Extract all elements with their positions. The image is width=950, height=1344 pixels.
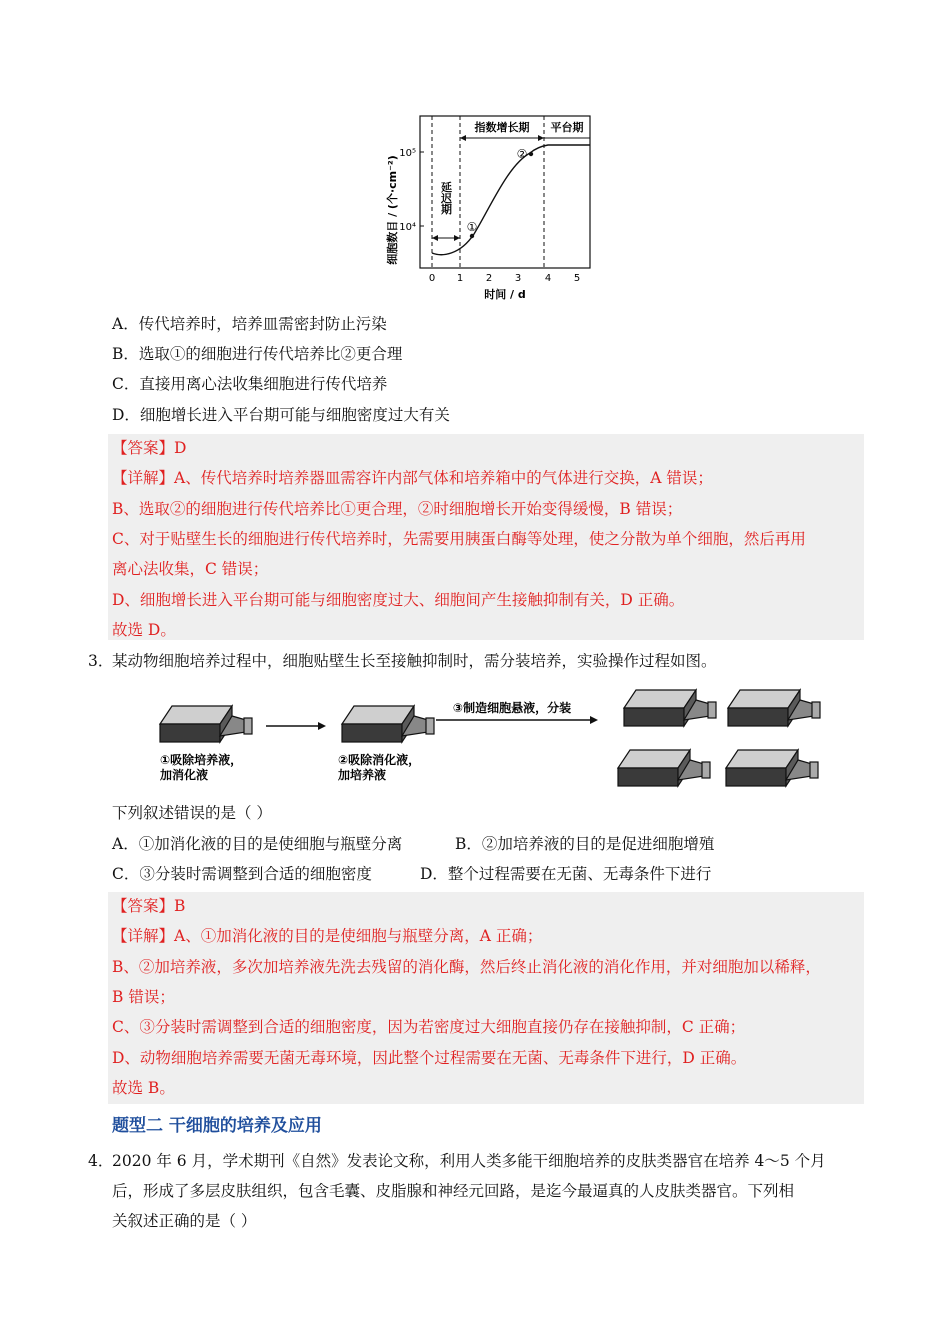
flask-result-2 [728, 690, 820, 726]
q4-number: 4． [88, 1152, 114, 1170]
q2-explain-line: C、对于贴壁生长的细胞进行传代培养时，先需要用胰蛋白酶等处理，使之分散为单个细胞，然后再用 [112, 530, 806, 548]
marker-2: ② [516, 147, 528, 161]
q3-option-b: B．②加培养液的目的是促进细胞增殖 [455, 835, 715, 853]
x-tick-4: 4 [544, 273, 552, 284]
q2-explain-line: B、选取②的细胞进行传代培养比①更合理，②时细胞增长开始变得缓慢，B 错误； [112, 500, 683, 518]
phase-plateau-label: 平台期 [550, 121, 584, 134]
fig-label2a: ②吸除消化液， [338, 753, 421, 767]
q4-line: 2020 年 6 月，学术期刊《自然》发表论文称，利用人类多能干细胞培养的皮肤类器官在培养 4～5 个月 [112, 1152, 826, 1170]
q4-line: 关叙述正确的是（ ） [112, 1212, 257, 1230]
q3-explain-line: B 错误； [112, 988, 175, 1006]
flask-result-3 [618, 750, 710, 786]
q3-option-a: A．①加消化液的目的是使细胞与瓶壁分离 [112, 835, 403, 853]
q3-explain-line: 故选 B。 [112, 1079, 175, 1097]
q3-answer-box [108, 892, 864, 1104]
q2-option-a: A．传代培养时，培养皿需密封防止污染 [112, 315, 387, 333]
flask-result-1 [624, 690, 716, 726]
point-1 [470, 234, 474, 238]
q2-explain-line: 故选 D。 [112, 621, 176, 639]
cell-growth-chart [378, 110, 598, 310]
y-tick-1e5: 10⁵ [399, 148, 416, 159]
q3-explain-line: 【详解】A、①加消化液的目的是使细胞与瓶壁分离，A 正确； [112, 927, 543, 945]
q2-option-c: C．直接用离心法收集细胞进行传代培养 [112, 375, 388, 393]
flask-step2 [342, 706, 434, 742]
arrow-2-head [590, 716, 598, 724]
q4-line: 后，形成了多层皮肤组织，包含毛囊、皮脂腺和神经元回路，是迄今最逼真的人皮肤类器官。下列相 [112, 1182, 795, 1200]
log-arrow-left [460, 135, 466, 141]
q2-explain-line: D、细胞增长进入平台期可能与细胞密度过大、细胞间产生接触抑制有关，D 正确。 [112, 591, 685, 609]
fig-arrow3-label: ③制造细胞悬液，分装 [452, 701, 572, 715]
log-arrow-right [538, 135, 544, 141]
flask-procedure-figure [150, 678, 840, 790]
lag-arrow-left [432, 235, 438, 241]
point-2 [529, 152, 533, 156]
chart-ylabel: 细胞数目 / (个·cm⁻²) [386, 155, 399, 265]
q3-explain-line: C、③分装时需调整到合适的细胞密度，因为若密度过大细胞直接仍存在接触抑制，C 正确； [112, 1018, 746, 1036]
x-tick-3: 3 [514, 273, 522, 284]
flask-result-4 [726, 750, 818, 786]
fig-label1a: ①吸除培养液， [160, 753, 243, 767]
y-tick-1e4: 10⁴ [399, 222, 416, 233]
phase-log-label: 指数增长期 [474, 121, 530, 134]
section-title: 题型二 干细胞的培养及应用 [112, 1116, 322, 1136]
q2-explain-line: 【详解】A、传代培养时培养器皿需容许内部气体和培养箱中的气体进行交换，A 错误； [112, 469, 713, 487]
q2-answer: 【答案】D [112, 439, 187, 457]
chart-xlabel: 时间 / d [484, 288, 526, 301]
q3-explain-line: D、动物细胞培养需要无菌无毒环境，因此整个过程需要在无菌、无毒条件下进行，D 正确。 [112, 1049, 747, 1067]
phase-lag-label: 延迟期 [439, 181, 453, 215]
flask-step1 [160, 706, 252, 742]
x-tick-2: 2 [485, 273, 493, 284]
marker-1: ① [466, 220, 478, 234]
q3-option-d: D．整个过程需要在无菌、无毒条件下进行 [420, 865, 712, 883]
q3-answer: 【答案】B [112, 897, 186, 915]
x-tick-1: 1 [456, 273, 464, 284]
q3-explain-line: B、②加培养液，多次加培养液先洗去残留的消化酶，然后终止消化液的消化作用，并对细胞加以稀释， [112, 958, 821, 976]
fig-label1b: 加消化液 [160, 768, 209, 782]
q3-number: 3． [88, 652, 114, 670]
arrow-1-head [318, 722, 326, 730]
lag-arrow-right [454, 235, 460, 241]
q2-explain-line: 离心法收集，C 错误； [112, 560, 269, 578]
q3-stem: 某动物细胞培养过程中，细胞贴壁生长至接触抑制时，需分装培养，实验操作过程如图。 [112, 652, 717, 670]
x-tick-0: 0 [428, 273, 436, 284]
fig-label2b: 加培养液 [338, 768, 387, 782]
q2-option-b: B．选取①的细胞进行传代培养比②更合理 [112, 345, 403, 363]
q3-question: 下列叙述错误的是（ ） [112, 804, 272, 822]
q3-option-c: C．③分装时需调整到合适的细胞密度 [112, 865, 372, 883]
x-tick-5: 5 [573, 273, 581, 284]
q2-option-d: D．细胞增长进入平台期可能与细胞密度过大有关 [112, 406, 450, 424]
